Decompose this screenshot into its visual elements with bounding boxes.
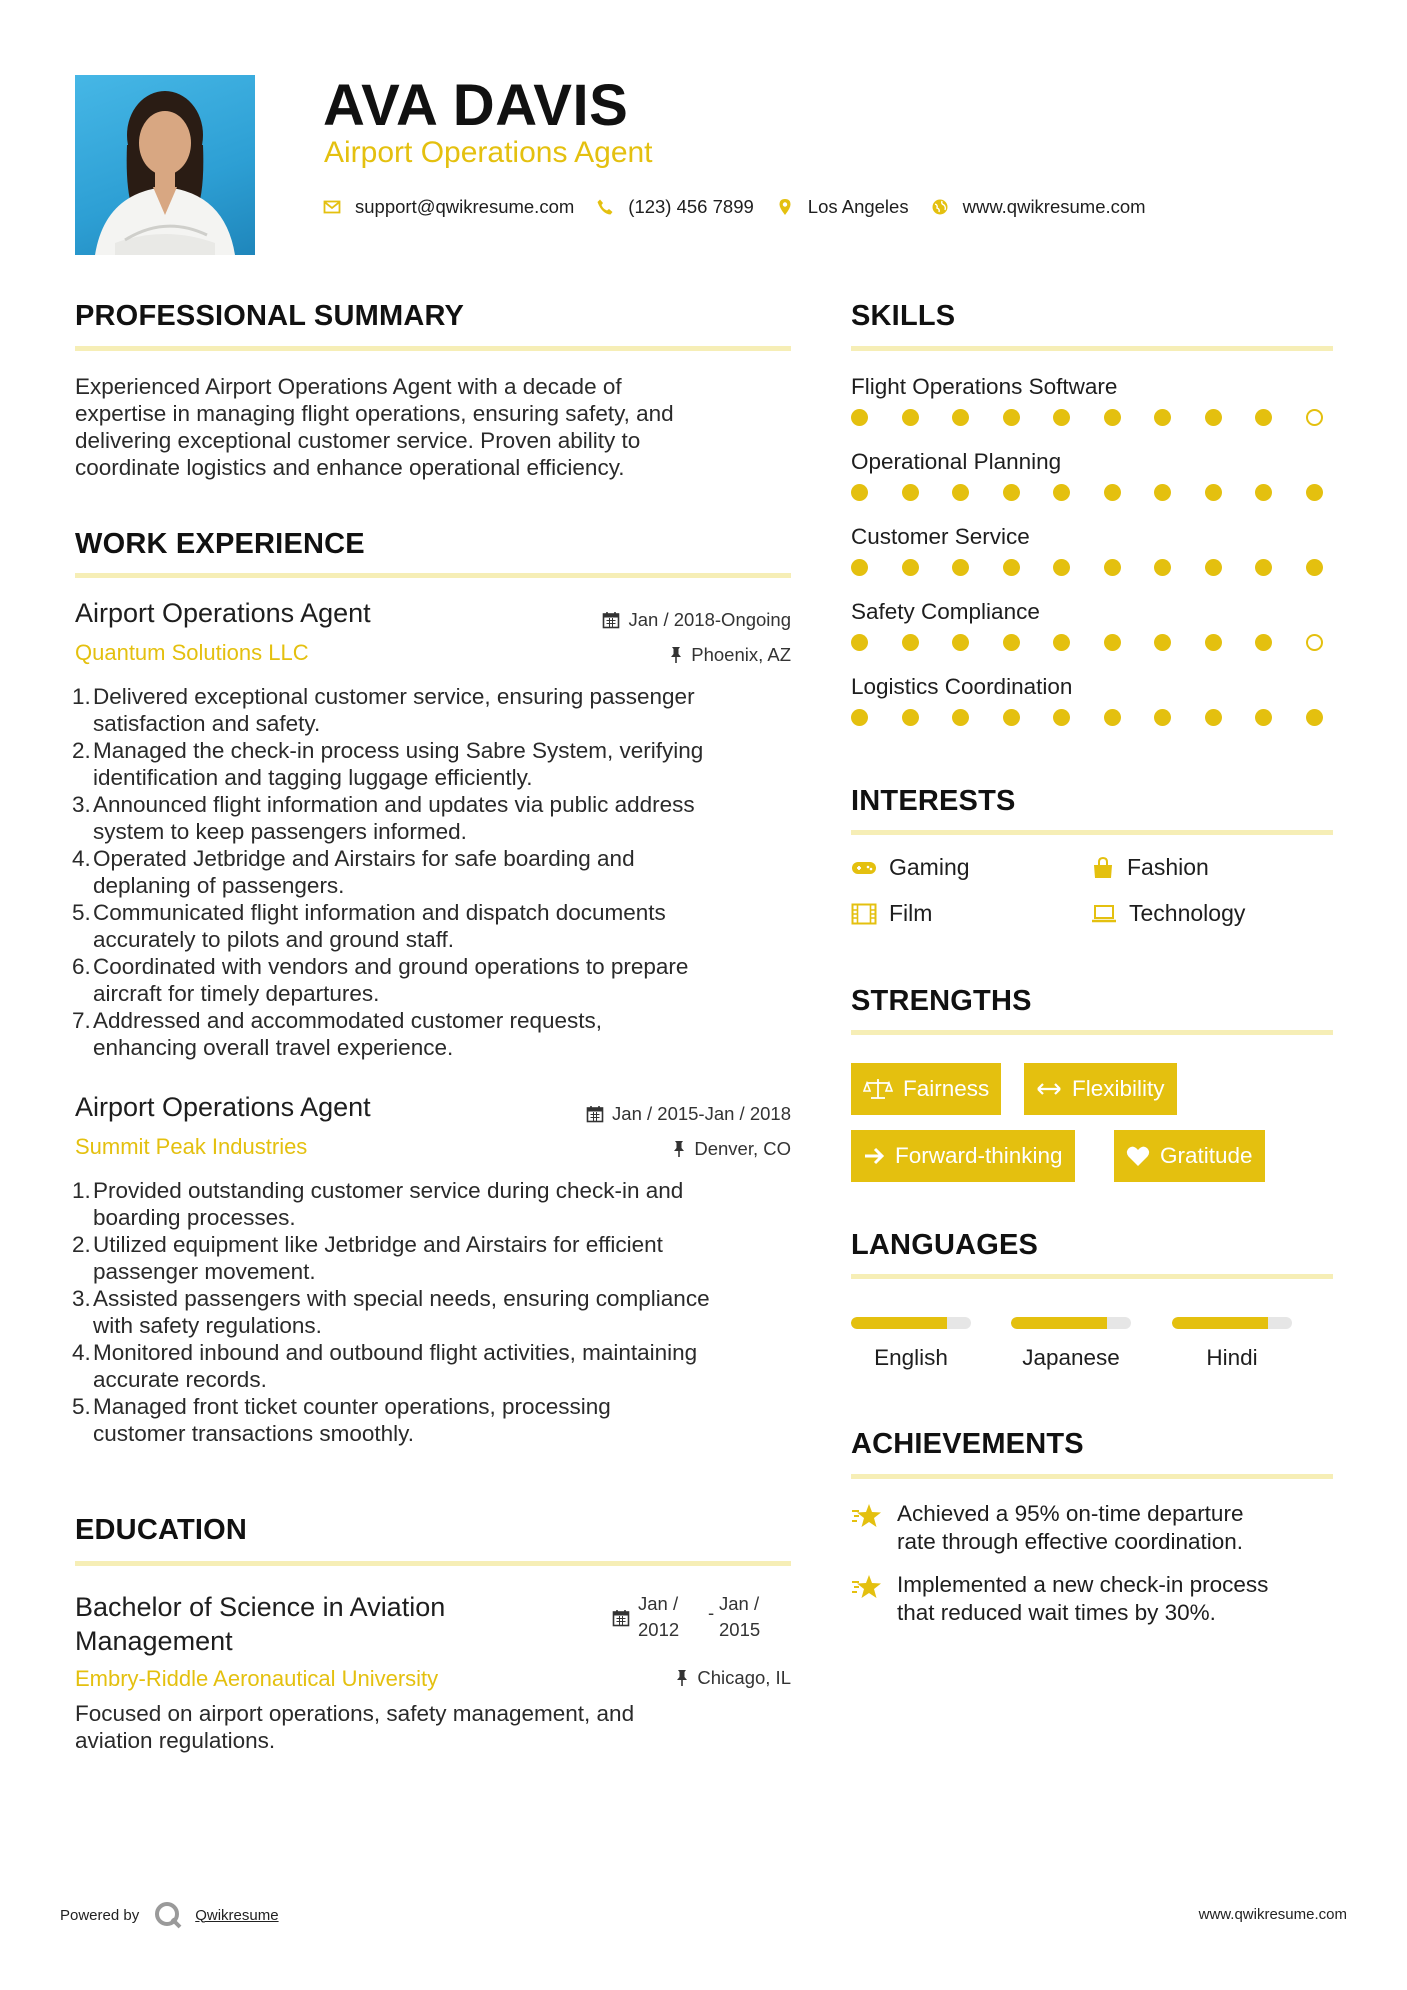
language-bar-fill (1011, 1317, 1107, 1329)
job-duties (75, 1177, 791, 1447)
job-company: Summit Peak Industries (75, 1134, 308, 1159)
rating-dot-filled (902, 559, 919, 576)
rating-dot-filled (1154, 709, 1171, 726)
education-school: Embry-Riddle Aeronautical University (75, 1666, 439, 1691)
skill-rating (851, 484, 1323, 501)
rating-dot-empty (1306, 409, 1323, 426)
strengths-heading: STRENGTHS (851, 985, 1032, 1017)
rating-dot-filled (1154, 484, 1171, 501)
contact-location: Los Angeles (807, 196, 909, 217)
experience-heading: WORK EXPERIENCE (75, 528, 365, 560)
powered-by-label: Powered by (60, 1906, 140, 1924)
rating-dot-filled (1205, 559, 1222, 576)
arrows-horizontal-icon (1036, 1079, 1062, 1099)
rating-dot-filled (851, 484, 868, 501)
skills-heading: SKILLS (851, 300, 956, 332)
language-bar (1011, 1317, 1131, 1329)
summary-line: Experienced Airport Operations Agent with a decade of (75, 374, 622, 399)
footer-branding (60, 1900, 279, 1930)
interest-label: Technology (1129, 900, 1246, 926)
job-dates-text: Jan / 2018-Ongoing (628, 609, 791, 630)
rating-dot-filled (1154, 409, 1171, 426)
skill-name: Logistics Coordination (851, 674, 1073, 699)
skills-list (851, 374, 1333, 749)
job-duties (75, 683, 791, 1061)
strength-label: Fairness (903, 1076, 990, 1101)
education-heading: EDUCATION (75, 1514, 248, 1546)
rating-dot-filled (952, 409, 969, 426)
summary-heading: PROFESSIONAL SUMMARY (75, 300, 465, 332)
job-title: Airport Operations Agent (75, 1092, 371, 1122)
summary-line: coordinate logistics and enhance operational efficiency. (75, 455, 625, 480)
interests-heading: INTERESTS (851, 785, 1016, 817)
list-item: Monitored inbound and outbound flight activities, maintaining accurate records. (93, 1340, 698, 1392)
strength-chip (1024, 1063, 1177, 1115)
skill-name: Flight Operations Software (851, 374, 1118, 399)
language-item (1011, 1317, 1131, 1371)
film-icon (851, 903, 877, 925)
skill-rating (851, 559, 1323, 576)
rating-dot-filled (1154, 634, 1171, 651)
laptop-icon (1091, 904, 1117, 924)
candidate-title: Airport Operations Agent (324, 136, 653, 169)
education-location-text: Chicago, IL (697, 1667, 791, 1688)
education-start: Jan / 2012 (638, 1593, 680, 1640)
list-item: Communicated flight information and dispatch documents accurately to pilots and ground staff. (93, 900, 666, 952)
list-item: Operated Jetbridge and Airstairs for safe boarding and deplaning of passengers. (93, 846, 635, 898)
qwikresume-logo-icon (153, 1900, 183, 1930)
skill-rating (851, 634, 1323, 651)
gamepad-icon (851, 858, 877, 878)
heart-icon (1126, 1145, 1150, 1167)
job-location (669, 644, 791, 666)
rating-dot-filled (1053, 484, 1070, 501)
skill-item (851, 374, 1333, 449)
rating-dot-filled (1003, 559, 1020, 576)
strength-chip (1114, 1130, 1265, 1182)
job-location-text: Phoenix, AZ (691, 644, 791, 665)
job-title: Airport Operations Agent (75, 598, 371, 628)
rating-dot-filled (902, 409, 919, 426)
rating-dot-filled (1205, 709, 1222, 726)
footer-website[interactable]: www.qwikresume.com (1198, 1906, 1347, 1923)
interest-item (1091, 854, 1209, 881)
language-label: Hindi (1206, 1345, 1258, 1370)
language-item (851, 1317, 971, 1371)
balance-scale-icon (863, 1077, 893, 1101)
rating-dot-filled (1104, 484, 1121, 501)
rating-dot-filled (902, 484, 919, 501)
job-location-text: Denver, CO (694, 1138, 791, 1159)
list-item: Utilized equipment like Jetbridge and Airstairs for efficient passenger movement. (93, 1232, 663, 1284)
skill-rating (851, 409, 1323, 426)
rating-dot-filled (851, 559, 868, 576)
language-bar-fill (851, 1317, 947, 1329)
rating-dot-filled (851, 709, 868, 726)
language-label: Japanese (1022, 1345, 1120, 1370)
interest-item (1091, 900, 1245, 927)
qwikresume-link[interactable]: Qwikresume (195, 1906, 279, 1924)
rating-dot-filled (1104, 559, 1121, 576)
globe-icon (931, 198, 949, 216)
calendar-icon (586, 1105, 604, 1123)
summary-divider (75, 346, 791, 351)
summary-text (75, 373, 791, 481)
interest-item (851, 854, 970, 881)
achievement-text: Implemented a new check-in process that reduced wait times by 30%. (897, 1572, 1269, 1625)
contact-phone[interactable]: (123) 456 7899 (628, 196, 754, 217)
skill-item (851, 599, 1333, 674)
strength-chip (851, 1063, 1001, 1115)
rating-dot-filled (952, 559, 969, 576)
rating-dot-filled (1104, 634, 1121, 651)
calendar-icon (602, 611, 620, 629)
job-dates (602, 609, 791, 631)
interest-label: Gaming (889, 854, 970, 880)
pushpin-icon (672, 1140, 686, 1158)
rating-dot-filled (1104, 709, 1121, 726)
envelope-icon (323, 198, 341, 216)
rating-dot-filled (1053, 559, 1070, 576)
strength-label: Forward-thinking (895, 1143, 1063, 1168)
job-dates (586, 1103, 791, 1125)
list-item: Assisted passengers with special needs, ensuring compliance with safety regulations. (93, 1286, 710, 1338)
rating-dot-filled (1205, 409, 1222, 426)
language-bar (851, 1317, 971, 1329)
interest-label: Fashion (1127, 854, 1209, 880)
rating-dot-filled (1255, 634, 1272, 651)
rating-dot-filled (1104, 409, 1121, 426)
skill-name: Operational Planning (851, 449, 1062, 474)
rating-dot-filled (1255, 709, 1272, 726)
list-item: Provided outstanding customer service during check-in and boarding processes. (93, 1178, 684, 1230)
date-dash: - (708, 1602, 715, 1623)
degree-line: Management (75, 1626, 233, 1656)
rating-dot-filled (902, 709, 919, 726)
interests-divider (851, 830, 1333, 835)
education-dates (612, 1593, 792, 1650)
strength-chip (851, 1130, 1075, 1182)
rating-dot-filled (1306, 709, 1323, 726)
rating-dot-filled (1255, 409, 1272, 426)
skill-item (851, 674, 1333, 749)
interest-label: Film (889, 900, 933, 926)
achievement-item (851, 1500, 1333, 1556)
rating-dot-filled (952, 484, 969, 501)
strengths-divider (851, 1030, 1333, 1035)
pushpin-icon (669, 646, 683, 664)
experience-divider (75, 573, 791, 578)
rating-dot-filled (1205, 484, 1222, 501)
rating-dot-filled (851, 634, 868, 651)
pushpin-icon (675, 1669, 689, 1687)
skills-divider (851, 346, 1333, 351)
strength-label: Gratitude (1160, 1143, 1253, 1168)
rating-dot-filled (1154, 559, 1171, 576)
education-location (675, 1667, 791, 1689)
education-description (75, 1700, 791, 1754)
rating-dot-filled (1003, 634, 1020, 651)
rating-dot-filled (1205, 634, 1222, 651)
star-icon (851, 1502, 883, 1530)
list-item: Announced flight information and updates via public address system to keep passengers informed. (93, 792, 695, 844)
degree-title (75, 1590, 445, 1658)
list-item: Delivered exceptional customer service, ensuring passenger satisfaction and safety. (93, 684, 695, 736)
rating-dot-filled (1003, 484, 1020, 501)
achievement-text: Achieved a 95% on-time departure rate through effective coordination. (897, 1501, 1244, 1554)
education-line: aviation regulations. (75, 1728, 276, 1753)
language-label: English (874, 1345, 948, 1370)
rating-dot-empty (1306, 634, 1323, 651)
degree-line: Bachelor of Science in Aviation (75, 1592, 446, 1622)
skill-name: Safety Compliance (851, 599, 1040, 624)
achievement-item (851, 1571, 1333, 1627)
achievements-divider (851, 1474, 1333, 1479)
language-bar (1172, 1317, 1292, 1329)
skill-rating (851, 709, 1323, 726)
education-divider (75, 1561, 791, 1566)
shopping-bag-icon (1091, 857, 1115, 879)
contact-website[interactable]: www.qwikresume.com (962, 196, 1146, 217)
skill-item (851, 524, 1333, 599)
skill-name: Customer Service (851, 524, 1030, 549)
job-dates-text: Jan / 2015-Jan / 2018 (612, 1103, 791, 1124)
contact-email[interactable]: support@qwikresume.com (355, 196, 575, 217)
list-item: Addressed and accommodated customer requests, enhancing overall travel experience. (93, 1008, 603, 1060)
profile-photo (75, 75, 255, 255)
language-item (1172, 1317, 1292, 1371)
rating-dot-filled (1003, 409, 1020, 426)
list-item: Managed front ticket counter operations, processing customer transactions smoothly. (93, 1394, 611, 1446)
job-company: Quantum Solutions LLC (75, 640, 309, 665)
star-icon (851, 1573, 883, 1601)
education-end: Jan / 2015 (719, 1593, 761, 1640)
rating-dot-filled (1255, 559, 1272, 576)
candidate-name: AVA DAVIS (323, 73, 629, 138)
education-line: Focused on airport operations, safety management, and (75, 1701, 635, 1726)
rating-dot-filled (1053, 409, 1070, 426)
strength-label: Flexibility (1072, 1076, 1165, 1101)
job-location (672, 1138, 791, 1160)
rating-dot-filled (952, 634, 969, 651)
rating-dot-filled (1306, 559, 1323, 576)
rating-dot-filled (952, 709, 969, 726)
summary-line: delivering exceptional customer service. Proven ability to (75, 428, 641, 453)
rating-dot-filled (1053, 634, 1070, 651)
rating-dot-filled (1053, 709, 1070, 726)
rating-dot-filled (1306, 484, 1323, 501)
rating-dot-filled (1003, 709, 1020, 726)
arrow-right-icon (863, 1146, 885, 1166)
rating-dot-filled (902, 634, 919, 651)
rating-dot-filled (1255, 484, 1272, 501)
calendar-icon (612, 1609, 630, 1627)
achievements-heading: ACHIEVEMENTS (851, 1428, 1084, 1460)
languages-divider (851, 1274, 1333, 1279)
languages-heading: LANGUAGES (851, 1229, 1039, 1261)
summary-line: expertise in managing flight operations, ensuring safety, and (75, 401, 674, 426)
skill-item (851, 449, 1333, 524)
language-bar-fill (1172, 1317, 1268, 1329)
interest-item (851, 900, 932, 927)
phone-icon (596, 198, 614, 216)
list-item: Coordinated with vendors and ground operations to prepare aircraft for timely departures. (93, 954, 689, 1006)
contact-bar (323, 193, 1168, 221)
rating-dot-filled (851, 409, 868, 426)
list-item: Managed the check-in process using Sabre System, verifying identification and tagging luggage efficiently. (93, 738, 704, 790)
map-pin-icon (776, 198, 794, 216)
